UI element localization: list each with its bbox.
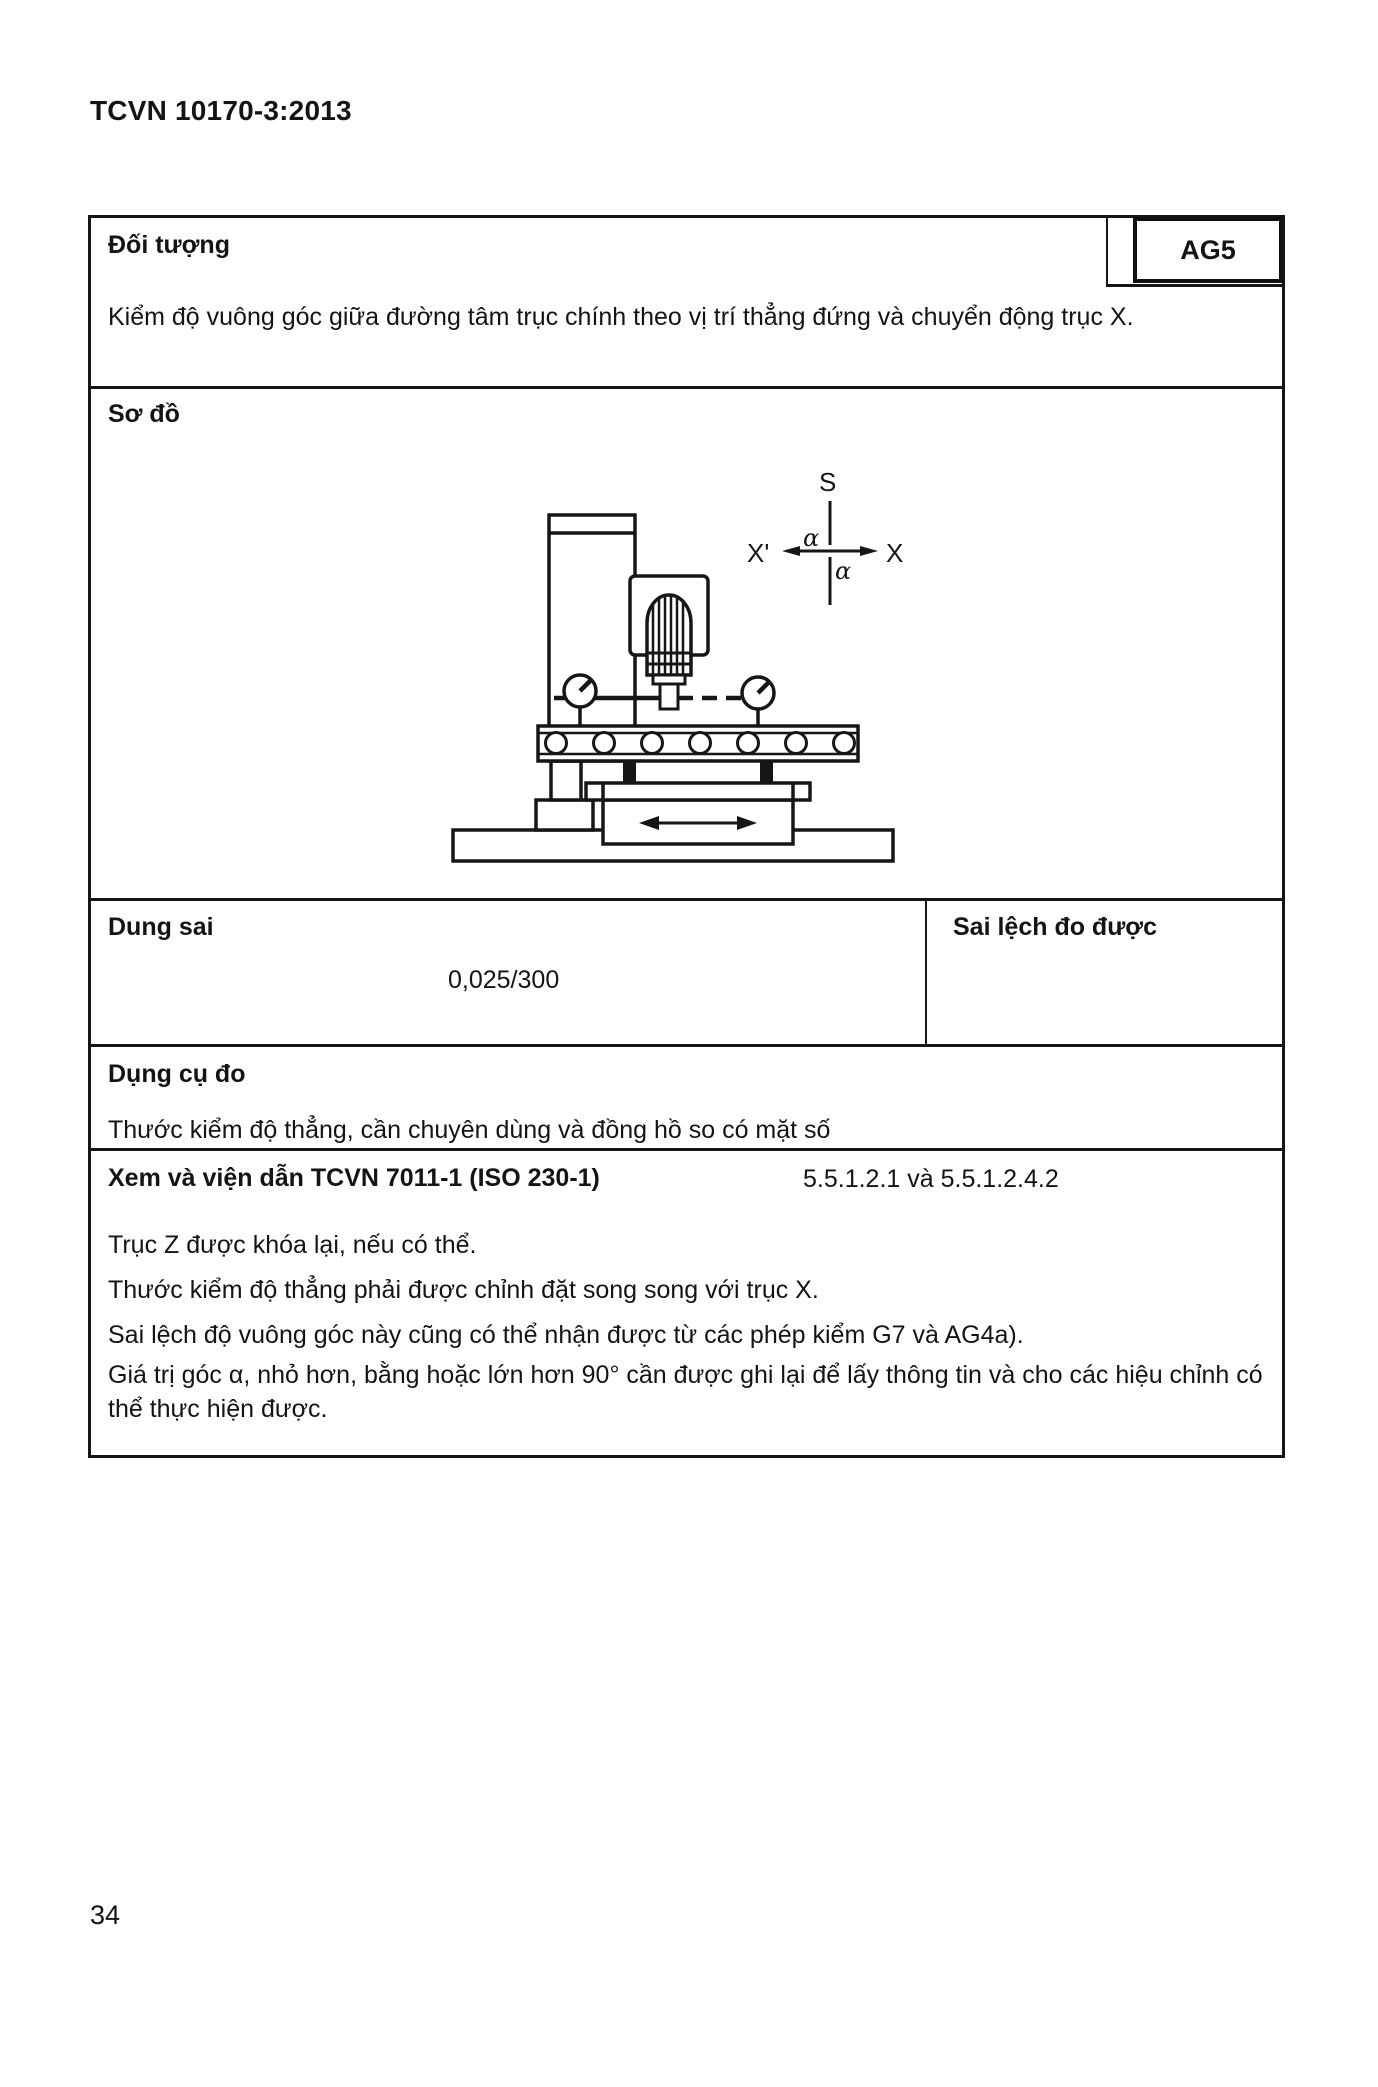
reference-clauses: 5.5.1.2.1 và 5.5.1.2.4.2 [803, 1165, 1059, 1193]
machine-diagram [433, 443, 915, 873]
note-other-tests: Sai lệch độ vuông góc này cũng có thể nhận được từ các phép kiểm G7 và AG4a). [108, 1321, 1024, 1349]
tolerance-column-divider [925, 901, 927, 1044]
header-cell-divider [1106, 218, 1108, 286]
row-divider [91, 1148, 1282, 1151]
dial-indicator-right [742, 677, 774, 726]
standard-number-header: TCVN 10170-3:2013 [90, 95, 352, 126]
tolerance-label: Dung sai [108, 913, 214, 941]
axis-label-s: S [819, 467, 837, 497]
axis-label-x: X [886, 538, 904, 568]
support-blocks [623, 760, 773, 784]
page-number: 34 [90, 1900, 121, 1930]
straightedge [538, 726, 858, 761]
measured-deviation-label: Sai lệch đo được [953, 913, 1157, 941]
note-z-lock: Trục Z được khóa lại, nếu có thể. [108, 1231, 477, 1259]
alpha-lower-label: α [835, 557, 852, 585]
alpha-upper-label: α [803, 524, 820, 552]
row-divider [91, 1044, 1282, 1047]
note-parallel-setup: Thước kiểm độ thẳng phải được chỉnh đặt song song với trục X. [108, 1276, 819, 1304]
header-cell-bottom-line [1106, 284, 1282, 287]
tolerance-value: 0,025/300 [448, 966, 560, 994]
diagram-label: Sơ đồ [108, 400, 180, 428]
instruments-text: Thước kiểm độ thẳng, cần chuyên dùng và đồng hồ so có mặt số [108, 1116, 831, 1144]
row-divider [91, 386, 1282, 389]
test-description: Kiểm độ vuông góc giữa đường tâm trục chính theo vị trí thẳng đứng và chuyển động trục X. [108, 303, 1134, 331]
note-alpha-record: Giá trị góc α, nhỏ hơn, bằng hoặc lớn hơn 90° cần được ghi lại để lấy thông tin và cho các hiệu chỉnh có thể thực hiện được. [108, 1361, 1263, 1423]
axis-label-x-prime: X' [747, 538, 770, 568]
test-chart-table [88, 215, 1285, 1458]
reference-label: Xem và viện dẫn TCVN 7011-1 (ISO 230-1) [108, 1164, 600, 1192]
row-divider [91, 898, 1282, 901]
axis-cross [782, 501, 878, 605]
test-code-badge: AG5 [1133, 217, 1283, 283]
instruments-label: Dụng cụ đo [108, 1060, 246, 1088]
spindle [647, 595, 691, 709]
object-label: Đối tượng [108, 231, 230, 259]
